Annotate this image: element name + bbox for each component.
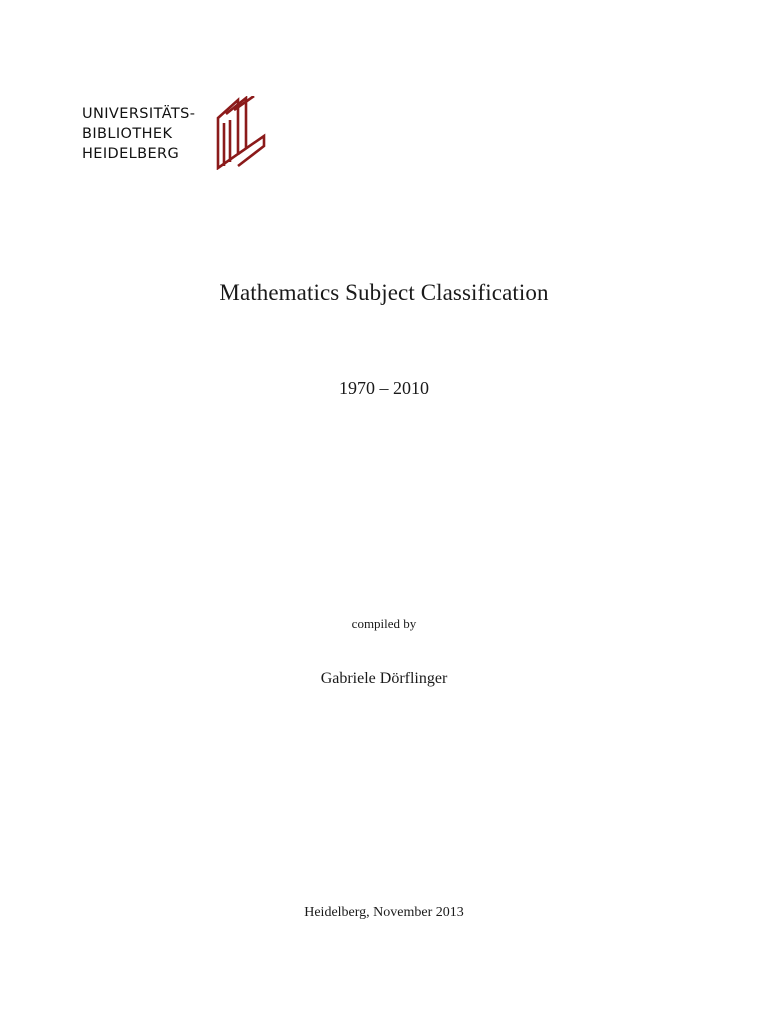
library-name-line-3: HEIDELBERG <box>82 146 180 162</box>
author-name: Gabriele Dörflinger <box>320 670 448 687</box>
library-name <box>82 104 195 164</box>
compiled-by-label: compiled by <box>351 616 417 631</box>
library-name-line-1: UNIVERSITÄTS- <box>82 106 196 122</box>
books-icon <box>216 96 266 170</box>
library-logo <box>82 96 272 174</box>
place-and-date: Heidelberg, November 2013 <box>304 905 464 920</box>
document-title: Mathematics Subject Classification <box>219 280 549 305</box>
year-range: 1970 – 2010 <box>339 378 429 398</box>
library-name-line-2: BIBLIOTHEK <box>82 126 173 142</box>
